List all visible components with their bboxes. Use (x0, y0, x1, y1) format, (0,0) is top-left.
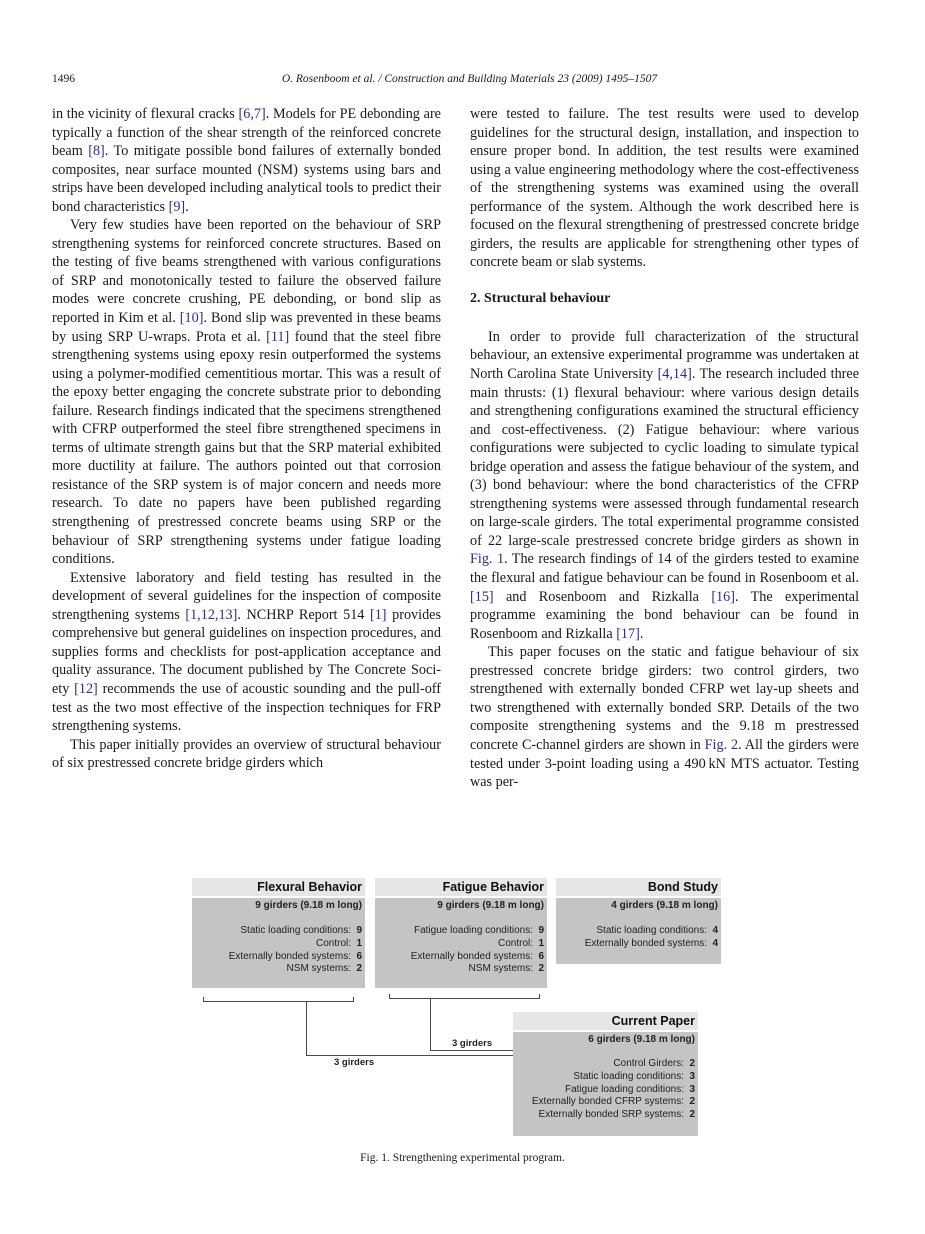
paragraph: Very few studies have been reported on the behaviour of SRP strengthening systems for reinforced concrete structures. Based on the testing of five beams strengthened with various configurations of SRP and monotonically tested to failure the observed failure modes were concrete crushing, PE debonding, or bond slip as reported in Kim et al. [10]. Bond slip was prevented in these beams by using SRP U-wraps. Prota et al. [11] found that the steel fibre strengthening systems using epoxy resin outperformed the systems using a polymer-modified cementitious mortar. This was a result of the epoxy better engaging the concrete substrate prior to debonding failure. Research findings indicated that the specimens strengthened with CFRP outperformed the steel fibre strengthened specimens in terms of ultimate strength gains but that the SRP material exhibited more ductility at failure. The authors pointed out that corrosion resistance of the SRP system is of major concern and needs more research. To date no papers have been published regarding strengthening of prestressed concrete beams using SRP or the behaviour of SRP strengthening systems under fatigue loading conditions. (52, 217, 441, 568)
citation-link[interactable]: [6,7] (238, 106, 266, 122)
paragraph: Extensive laboratory and field testing has resulted in the development of several guidelines for the inspection of composite strengthening systems [1,12,13]. NCHRP Report 514 [1] provides comprehensive but general guidelines on inspection procedures, and supplies forms and checklists for post-application acceptance and quality assurance. The document published by The Concrete Society [12] recommends the use of acoustic sounding and the pull-off test as the two most effective of the inspection techniques for FRP strengthening systems. (52, 569, 441, 735)
box-body (192, 898, 365, 988)
bracket-right-tick (353, 997, 354, 1002)
row-value: 9 (538, 925, 544, 936)
left-column (52, 105, 441, 773)
section-heading: 2. Structural behaviour (470, 290, 611, 306)
citation-link[interactable]: [15] (470, 588, 494, 605)
box-row (513, 1084, 695, 1097)
box-subtitle: 4 girders (9.18 m long) (611, 900, 718, 911)
fatigue-connector-label: 3 girders (452, 1038, 493, 1049)
row-value: 2 (689, 1096, 695, 1108)
box-row (513, 1109, 695, 1122)
citation-link[interactable]: [12] (74, 680, 98, 697)
box-row (192, 925, 362, 938)
fatigue-behavior-box (375, 878, 547, 988)
row-value: 9 (356, 925, 362, 936)
row-value: 2 (356, 963, 362, 975)
box-body (513, 1032, 698, 1136)
journal-citation: O. Rosenboom et al. / Construction and Building Materials 23 (2009) 1495–1507 (281, 73, 658, 85)
row-label: Externally bonded systems: (410, 950, 533, 962)
flexural-connector-vertical (306, 1001, 307, 1056)
row-value: 4 (712, 925, 718, 936)
box-row (513, 1096, 695, 1109)
box-row (375, 951, 544, 964)
right-column (470, 105, 859, 792)
bracket-left-tick (203, 997, 204, 1002)
row-label: Externally bonded systems: (584, 937, 707, 949)
row-label: Fatigue loading conditions: (414, 925, 533, 936)
citation-link[interactable]: [1] (369, 606, 387, 623)
bracket-left-tick (389, 994, 390, 999)
fatigue-connector-vertical (430, 998, 431, 1050)
citation-link[interactable]: Fig. 1 (470, 551, 505, 568)
box-row (375, 925, 544, 938)
row-value: 3 (689, 1083, 695, 1095)
flexural-behavior-box (192, 878, 365, 988)
fatigue-connector-horizontal (430, 1050, 513, 1051)
box-body (556, 898, 721, 964)
row-label: Fatigue loading conditions: (565, 1083, 684, 1095)
page-number: 1496 (52, 73, 75, 85)
fatigue-bracket (389, 998, 540, 999)
box-row (513, 1071, 695, 1084)
citation-link[interactable]: [8] (88, 143, 105, 160)
box-title: Flexural Behavior (192, 878, 365, 896)
box-row (513, 1058, 695, 1071)
row-label: Control Girders: (613, 1058, 684, 1069)
paragraph: This paper focuses on the static and fatigue behaviour of six prestressed concrete bridge girders: two control girders, two strengthened with externally bonded CFRP wet lay-up sheets and two strengthened with externally bonded SRP. Details of the two composite strengthening systems and the 9.18 m prestressed concrete C-channel girders are shown in Fig. 2. All the girders were tested under 3-point loading using a 490 kN MTS actuator. Testing was per- (470, 644, 859, 791)
current-paper-box (513, 1012, 698, 1136)
flexural-bracket (203, 1001, 354, 1002)
box-subtitle: 9 girders (9.18 m long) (255, 900, 362, 911)
row-value: 2 (538, 963, 544, 975)
citation-link[interactable]: [1,12,13] (185, 606, 238, 623)
bracket-right-tick (539, 994, 540, 999)
row-value: 1 (356, 937, 362, 949)
running-head (52, 73, 887, 89)
row-label: Control: (497, 937, 533, 949)
row-label: Externally bonded CFRP systems: (531, 1096, 684, 1108)
box-title: Bond Study (556, 878, 721, 896)
paragraph: This paper initially provides an overview of structural behaviour of six prestressed concrete bridge girders which (52, 736, 441, 772)
row-label: Externally bonded systems: (228, 950, 351, 962)
box-row (192, 938, 362, 951)
citation-link[interactable]: [4,14] (657, 366, 692, 383)
box-title: Current Paper (513, 1012, 698, 1030)
box-body (375, 898, 547, 988)
row-value: 1 (538, 937, 544, 949)
citation-link[interactable]: [10] (179, 310, 204, 327)
citation-link[interactable]: [16] (711, 588, 735, 605)
citation-link[interactable]: [9] (168, 198, 186, 215)
flexural-connector-label: 3 girders (334, 1057, 375, 1068)
citation-link[interactable]: Fig. 2 (704, 736, 739, 753)
row-label: Externally bonded SRP systems: (538, 1109, 684, 1121)
row-value: 2 (689, 1109, 695, 1121)
box-row (192, 963, 362, 976)
box-row (556, 925, 718, 938)
row-value: 6 (356, 950, 362, 962)
paragraph: In order to provide full characterization of the structural behaviour, an extensive experimental programme was undertaken at North Carolina State University [4,14]. The research included three main thrusts: (1) flexural behaviour: where various design details and strengthening configurations examined the structural efficiency and cost-effectiveness. (2) Fatigue behaviour: where various configurations were subjected to cyclic loading to simulate typical bridge operation and assess the fatigue behaviour of the system, and (3) bond behaviour: where the bond characteristics of the CFRP strengthening systems were assessed through fundamental research on large-scale girders. The total experimental programme consisted of 22 large-scale prestressed concrete bridge girders as shown in Fig. 1. The research findings of 14 of the girders tested to examine the flexural and fatigue behaviour can be found in Rosenboom et al. [15] and Rosenboom and Rizkalla [16]. The experimental programme examining the bond behaviour can be found in Rosenboom and Rizkalla [17]. (470, 328, 860, 642)
row-value: 3 (689, 1070, 695, 1082)
box-row (375, 963, 544, 976)
row-label: NSM systems: (286, 963, 351, 975)
bond-study-box (556, 878, 721, 964)
row-value: 4 (712, 937, 718, 949)
box-row (192, 951, 362, 964)
paragraph: were tested to failure. The test results were used to develop guidelines for the structural design, installation, and inspection to ensure proper bond. In addition, the test results were examined using a value engineering methodology where the cost-effectiveness of the strengthening systems was examined using the overall performance of the system. Although the work described here is focused on the flexural strengthening of prestressed concrete bridge girders, the results are applicable for strengthening other types of concrete beam or slab systems. (470, 106, 859, 271)
box-row (375, 938, 544, 951)
box-subtitle: 6 girders (9.18 m long) (588, 1034, 695, 1045)
row-label: Control: (315, 937, 351, 949)
figure-caption: Fig. 1. Strengthening experimental program. (360, 1152, 565, 1164)
row-label: NSM systems: (468, 963, 533, 975)
citation-link[interactable]: [11] (266, 328, 290, 345)
box-title: Fatigue Behavior (375, 878, 547, 896)
flexural-connector-horizontal (306, 1055, 513, 1056)
citation-link[interactable]: [17] (616, 625, 640, 642)
box-row (556, 938, 718, 951)
row-label: Static loading conditions: (573, 1070, 684, 1082)
row-label: Static loading conditions: (596, 925, 707, 936)
row-value: 2 (689, 1058, 695, 1069)
box-subtitle: 9 girders (9.18 m long) (437, 900, 544, 911)
row-value: 6 (538, 950, 544, 962)
paragraph: in the vicinity of flexural cracks [6,7]. Models for PE debonding are typically a function of the shear strength of the reinforced concrete beam [8]. To mitigate possible bond failures of externally bonded composites, near surface mounted (NSM) systems using bars and strips have been developed including analytical tools to predict their bond characteristics [9]. (52, 106, 441, 215)
row-label: Static loading conditions: (240, 925, 351, 936)
